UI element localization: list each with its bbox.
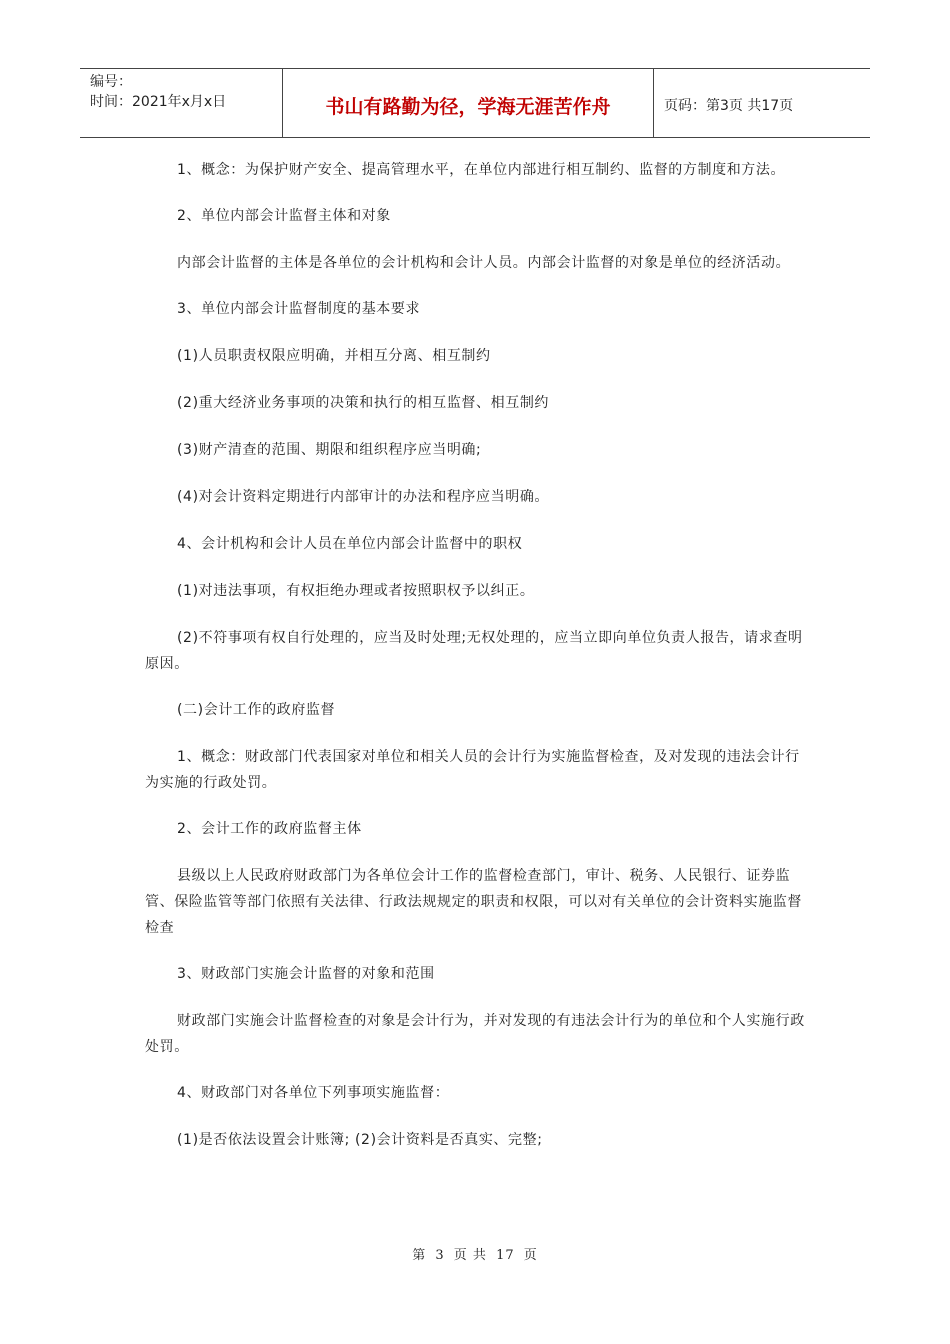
heading: 2、单位内部会计监督主体和对象	[177, 208, 391, 224]
list-item: (1)人员职责权限应明确，并相互分离、相互制约	[177, 348, 491, 364]
list-item: (3)财产清查的范围、期限和组织程序应当明确;	[177, 442, 482, 458]
heading: 3、单位内部会计监督制度的基本要求	[177, 301, 421, 317]
header-motto: 书山有路勤为径，学海无涯苦作舟	[282, 69, 654, 137]
footer-prefix: 第	[412, 1248, 427, 1263]
time-label: 时间：2021年x月x日	[90, 94, 227, 110]
paragraph: 县级以上人民政府财政部门为各单位会计工作的监督检查部门，审计、税务、人民银行、证券监管、保险监管等部门依照有关法律、行政法规规定的职责和权限，可以对有关单位的会计资料实施监督检查	[145, 868, 802, 936]
heading: 3、财政部门实施会计监督的对象和范围	[177, 966, 435, 982]
footer-total-pages: 17	[496, 1248, 515, 1263]
paragraph: 1、概念：财政部门代表国家对单位和相关人员的会计行为实施监督检查，及对发现的违法会计行为实施的行政处罚。	[145, 749, 800, 791]
footer-middle: 页 共	[453, 1248, 487, 1263]
document-body	[145, 157, 805, 1174]
paragraph: 财政部门实施会计监督检查的对象是会计行为，并对发现的有违法会计行为的单位和个人实施行政处罚。	[145, 1013, 805, 1055]
paragraph: 1、概念：为保护财产安全、提高管理水平，在单位内部进行相互制约、监督的方制度和方法。	[177, 162, 786, 178]
list-item: (1)是否依法设置会计账簿; (2)会计资料是否真实、完整;	[177, 1132, 543, 1148]
page-header	[80, 68, 870, 138]
header-meta	[80, 69, 282, 137]
section-heading: (二)会计工作的政府监督	[177, 702, 336, 718]
list-item: (1)对违法事项，有权拒绝办理或者按照职权予以纠正。	[177, 583, 535, 599]
list-item: (4)对会计资料定期进行内部审计的办法和程序应当明确。	[177, 489, 550, 505]
header-page-info: 页码：第3页 共17页	[664, 98, 794, 114]
paragraph: 内部会计监督的主体是各单位的会计机构和会计人员。内部会计监督的对象是单位的经济活动。	[177, 255, 791, 271]
heading: 2、会计工作的政府监督主体	[177, 821, 362, 837]
page-footer	[0, 1244, 950, 1263]
list-item: (2)不符事项有权自行处理的，应当及时处理;无权处理的，应当立即向单位负责人报告，请求查明原因。	[145, 630, 803, 672]
heading: 4、会计机构和会计人员在单位内部会计监督中的职权	[177, 536, 523, 552]
heading: 4、财政部门对各单位下列事项实施监督：	[177, 1085, 450, 1101]
list-item: (2)重大经济业务事项的决策和执行的相互监督、相互制约	[177, 395, 550, 411]
footer-suffix: 页	[523, 1248, 538, 1263]
number-label: 编号：	[90, 74, 132, 90]
footer-current-page: 3	[435, 1248, 445, 1263]
